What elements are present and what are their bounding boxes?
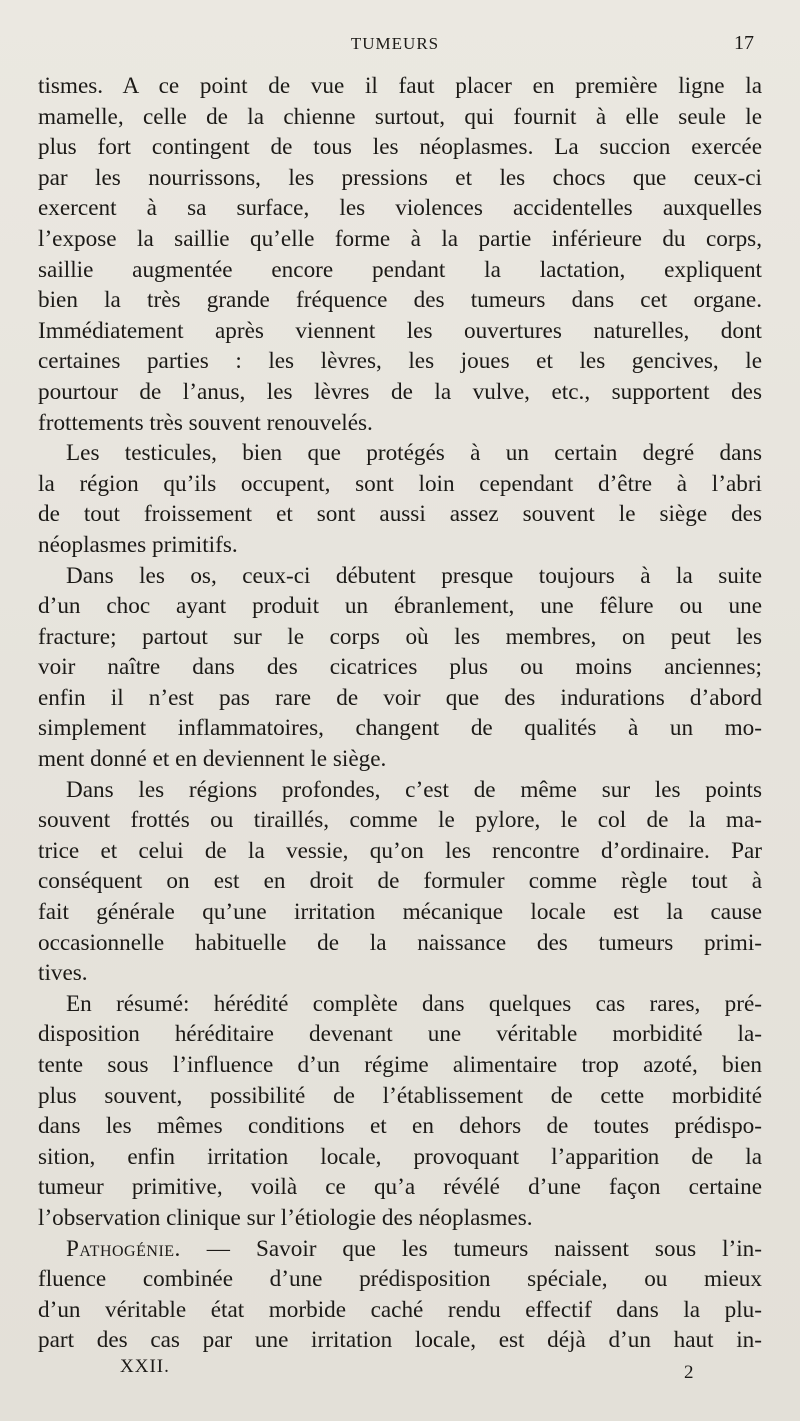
text-line: enfin il n’est pas rare de voir que des indurations d’abord xyxy=(38,684,762,711)
text-line: de tout froissement et sont aussi assez souvent le siège des xyxy=(38,501,762,528)
section-heading-pathogenie: Pathogénie. xyxy=(66,1235,181,1262)
text-line: saillie augmentée encore pendant la lactation, expliquent xyxy=(38,256,762,283)
text-line: dans les mêmes conditions et en dehors de toutes prédispo- xyxy=(38,1113,762,1140)
text-line: disposition héréditaire devenant une véritable morbidité la- xyxy=(38,1021,762,1048)
text-line xyxy=(38,1234,762,1265)
text-line: bien la très grande fréquence des tumeurs dans cet organe. xyxy=(38,287,762,314)
running-head xyxy=(0,32,800,58)
text-line: Dans les os, ceux-ci débutent presque toujours à la suite xyxy=(66,562,762,589)
paragraph-testicules xyxy=(38,438,762,560)
text-line: En résumé: hérédité complète dans quelques cas rares, pré- xyxy=(66,990,762,1017)
text-line: fait générale qu’une irritation mécanique locale est la cause xyxy=(38,899,762,926)
text-line: plus fort contingent de tous les néoplasmes. La succion exercée xyxy=(38,134,762,161)
text-line: tumeur primitive, voilà ce qu’a révélé d’une façon certaine xyxy=(38,1174,762,1201)
text-line: tente sous l’influence d’un régime alimentaire trop azoté, bien xyxy=(38,1052,762,1078)
text-line: la région qu’ils occupent, sont loin cependant d’être à l’abri xyxy=(38,470,762,497)
page-number: 17 xyxy=(734,32,754,54)
text-line: tives. xyxy=(38,960,88,987)
text-line: d’un choc ayant produit un ébranlement, une fêlure ou une xyxy=(38,593,762,620)
text-line: Immédiatement après viennent les ouvertures naturelles, dont xyxy=(38,317,762,344)
text-line: fluence combinée d’une prédisposition spéciale, ou mieux xyxy=(38,1266,762,1293)
sheet-number: 2 xyxy=(684,1362,694,1383)
paragraph-mamelle xyxy=(38,71,762,438)
text-line: exercent à sa surface, les violences accidentelles auxquelles xyxy=(38,195,762,222)
text-line: occasionnelle habituelle de la naissance des tumeurs primi- xyxy=(38,929,762,956)
text-line: trice et celui de la vessie, qu’on les rencontre d’ordinaire. Par xyxy=(38,837,762,864)
text-line: d’un véritable état morbide caché rendu effectif dans la plu- xyxy=(38,1296,762,1323)
text-line: part des cas par une irritation locale, est déjà d’un haut in- xyxy=(38,1327,762,1354)
paragraph-regions-profondes xyxy=(38,775,762,989)
text-line: par les nourrissons, les pressions et les chocs que ceux-ci xyxy=(38,164,762,191)
text-line: souvent frottés ou tiraillés, comme le pylore, le col de la ma- xyxy=(38,807,762,834)
text-line: mamelle, celle de la chienne surtout, qui fournit à elle seule le xyxy=(38,103,762,130)
text-line: simplement inflammatoires, changent de qualités à un mo- xyxy=(38,715,762,742)
paragraph-resume xyxy=(38,989,762,1234)
text-line: Les testicules, bien que protégés à un certain degré dans xyxy=(66,440,762,467)
text-line: Dans les régions profondes, c’est de même sur les points xyxy=(66,776,762,803)
text-line: plus souvent, possibilité de l’établissement de cette morbidité xyxy=(38,1082,762,1109)
text-line: tismes. A ce point de vue il faut placer en première ligne la xyxy=(38,73,762,99)
page-footer xyxy=(0,1356,800,1386)
text-line: ment donné et en deviennent le siège. xyxy=(38,746,387,773)
paragraph-os xyxy=(38,561,762,775)
text-line: frottements très souvent renouvelés. xyxy=(38,409,373,436)
text-line: voir naître dans des cicatrices plus ou moins anciennes; xyxy=(38,654,762,681)
text-line: sition, enfin irritation locale, provoquant l’apparition de la xyxy=(38,1143,762,1170)
text-line: néoplasmes primitifs. xyxy=(38,531,238,558)
running-title: TUMEURS xyxy=(350,34,440,53)
signature-mark: XXII. xyxy=(120,1356,170,1377)
text-line: l’expose la saillie qu’elle forme à la partie inférieure du corps, xyxy=(38,225,762,252)
text-run: — Savoir que les tumeurs naissent sous l’in- xyxy=(180,1235,762,1262)
text-line: fracture; partout sur le corps où les membres, on peut les xyxy=(38,623,762,650)
text-line: pourtour de l’anus, les lèvres de la vulve, etc., supportent des xyxy=(38,378,762,405)
paragraph-pathogenie xyxy=(38,1234,762,1356)
text-line: conséquent on est en droit de formuler comme règle tout à xyxy=(38,868,762,895)
text-line: l’observation clinique sur l’étiologie des néoplasmes. xyxy=(38,1204,533,1231)
body-text xyxy=(38,71,762,1356)
text-line: certaines parties : les lèvres, les joues et les gencives, le xyxy=(38,348,762,375)
